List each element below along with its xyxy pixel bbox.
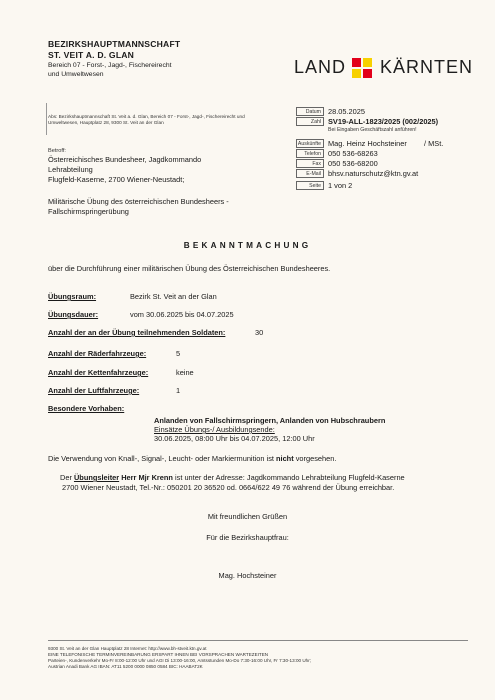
auskunft-label: Auskünfte xyxy=(296,139,324,148)
greeting: Mit freundlichen Grüßen xyxy=(207,512,288,521)
munition-text-pre: Die Verwendung von Knall-, Signal-, Leucht- oder Markiermunition ist xyxy=(48,454,276,463)
contact-paragraph xyxy=(60,473,480,492)
address-line: Flugfeld-Kaserne, 2700 Wiener-Neustadt; xyxy=(48,175,185,184)
on-behalf: Für die Bezirkshauptfrau: xyxy=(206,533,289,542)
datum-label: Datum xyxy=(296,107,324,116)
email-value[interactable]: bhsv.naturschutz@ktn.gv.at xyxy=(328,169,419,178)
logo-text-land: LAND xyxy=(294,57,347,77)
reference-note: Bei Eingaben Geschäftszahl anführen! xyxy=(328,127,417,133)
luftfahrzeuge-value: 1 xyxy=(176,386,181,395)
besondere-vorhaben-label: Besondere Vorhaben: xyxy=(48,404,125,413)
luftfahrzeuge-label: Anzahl der Luftfahrzeuge: xyxy=(48,386,140,395)
kettenfahrzeuge-value: keine xyxy=(176,368,194,377)
datum-value: 28.05.2025 xyxy=(328,107,365,116)
address-label: Betroff: xyxy=(48,148,66,154)
logo-text-kaernten: KÄRNTEN xyxy=(380,57,474,77)
vorhaben-line3: 30.06.2025, 08:00 Uhr bis 04.07.2025, 12:00 Uhr xyxy=(154,434,315,443)
zahl-value: SV19-ALL-1823/2025 (002/2025) xyxy=(328,117,439,126)
auskunft-value: Mag. Heinz Hochsteiner xyxy=(328,139,407,148)
uebungsraum-value: Bezirk St. Veit an der Glan xyxy=(130,292,217,301)
seite-value: 1 von 2 xyxy=(328,181,353,190)
fax-label: Fax xyxy=(296,159,324,168)
contact-line2: 2700 Wiener Neustadt, Tel.-Nr.: 050201 20 36520 od. 0664/622 49 76 während der Übung erreichbar. xyxy=(62,482,395,492)
subject-line: Militärische Übung des österreichischen Bundesheers - Fallschirmspringerübung xyxy=(48,197,229,216)
contact-rest: ist unter der Adresse: Jagdkommando Lehrabteilung Flugfeld-Kaserne xyxy=(172,473,405,482)
vorhaben-line1: Anlanden von Fallschirmspringern, Anlanden von Hubschraubern xyxy=(154,416,386,425)
raederfahrzeuge-value: 5 xyxy=(176,349,181,358)
contact-role: Übungsleiter xyxy=(73,473,120,482)
uebungsraum-label: Übungsraum: xyxy=(48,292,97,301)
fax-value: 050 536-68200 xyxy=(328,159,378,168)
zahl-label: Zahl xyxy=(296,117,324,126)
footer-line: Parteien-, Kundenverkehr Mo-Fr 8:00-12:00 Uhr und AGI Di 13:00-16:00, Amtsstunden Mo-Do 7:30-16:00 Uhr, Fr 7:30-13:00 Uhr; xyxy=(48,658,312,663)
email-label: E-Mail xyxy=(296,169,324,178)
contact-pre: Der xyxy=(60,473,74,482)
address-line: Lehrabteilung xyxy=(48,165,93,174)
address-line: Österreichisches Bundesheer, Jagdkommando xyxy=(48,155,202,164)
telefon-value: 050 536-68263 xyxy=(328,149,378,158)
vorhaben-line2: Einsätze Übungs-/ Ausbildungsende: xyxy=(154,425,275,434)
soldaten-value: 30 xyxy=(255,328,264,337)
footer-line: EINE TELEFONISCHE TERMINVEREINBARUNG ERSPART IHNEN BEI VORSPRACHEN WARTEZEITEN xyxy=(48,652,269,657)
page-title: BEKANNTMACHUNG xyxy=(183,241,312,250)
raederfahrzeuge-label: Anzahl der Räderfahrzeuge: xyxy=(48,349,147,358)
seite-label: Seite xyxy=(296,181,324,190)
munition-text-post: vorgesehen. xyxy=(293,454,337,463)
signature: Mag. Hochsteiner xyxy=(218,571,277,580)
org-name-line1: BEZIRKSHAUPTMANNSCHAFT xyxy=(48,39,181,49)
recipient-address xyxy=(48,155,278,185)
uebungsdauer-label: Übungsdauer: xyxy=(48,310,99,319)
auskunft-suffix: / MSt. xyxy=(424,139,444,148)
footer-line: 9300 St. Veit an der Glan Hauptplatz 28 Internet: http://www.bh-stveit.ktn.gv.at xyxy=(48,646,207,651)
soldaten-label: Anzahl der an der Übung teilnehmenden Soldaten: xyxy=(48,328,226,337)
footer-line: Austrian Anadi Bank AG IBAN: AT11 5200 0000 0850 0584 BIC: HAABAT2K xyxy=(48,664,203,669)
org-name-line2: ST. VEIT A. D. GLAN xyxy=(48,50,135,60)
munition-text-bold: nicht xyxy=(276,454,294,463)
footer-divider xyxy=(48,640,468,641)
uebungsdauer-value: vom 30.06.2025 bis 04.07.2025 xyxy=(130,310,234,319)
contact-name: Herr Mjr Krenn xyxy=(119,473,173,482)
fold-mark xyxy=(46,103,47,135)
kettenfahrzeuge-label: Anzahl der Kettenfahrzeuge: xyxy=(48,368,149,377)
org-department: Bereich 07 - Forst-, Jagd-, Fischereirecht und Umweltwesen xyxy=(48,62,172,78)
carinthia-logo-icon xyxy=(352,58,372,78)
intro-text: über die Durchführung einer militärischen Übung des Österreichischen Bundesheeres. xyxy=(48,264,331,273)
telefon-label: Telefon xyxy=(296,149,324,158)
sender-line: Abs: Bezirkshauptmannschaft St. Veit a. d. Glan, Bereich 07 - Forst-, Jagd-, Fischereirecht und Umweltwesen, Hauptplatz 28, 9300 St. Veit an der Glan xyxy=(48,114,245,125)
munition-paragraph xyxy=(48,454,336,463)
